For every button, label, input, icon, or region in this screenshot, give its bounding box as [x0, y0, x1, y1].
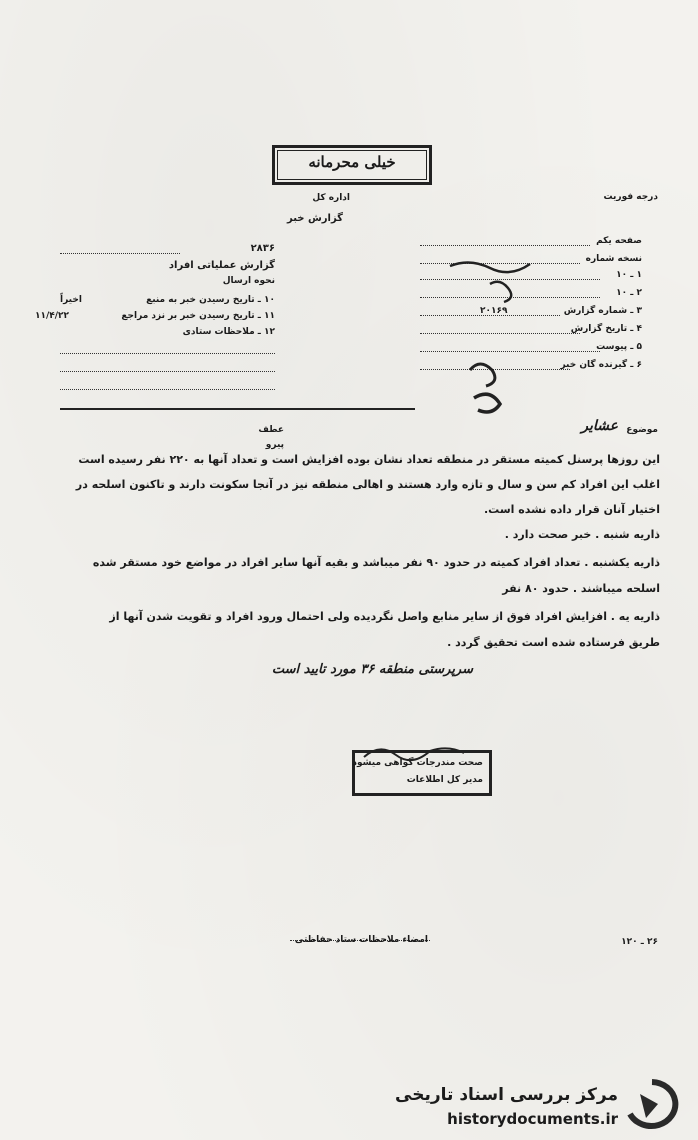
- dotted-line: [60, 371, 275, 372]
- dotted-line: [60, 353, 275, 354]
- right-row: صفحه یکم: [596, 236, 642, 246]
- stamp-line: مدیر کل اطلاعات: [406, 775, 483, 785]
- dotted-line: [60, 389, 275, 390]
- body-line: اسلحه میباشند . حدود ۸۰ نفر: [502, 582, 660, 595]
- right-row: ۶ ـ گیرنده گان خبر: [560, 360, 642, 370]
- left-subject: گزارش عملیاتی افراد: [168, 260, 275, 271]
- subject-value: عشایر: [581, 418, 618, 434]
- row11-value: ۱۱/۴/۲۲: [35, 311, 70, 321]
- side-label: پیرو: [265, 440, 284, 450]
- right-row: ۴ ـ تاریخ گزارش: [570, 324, 642, 334]
- brand-name: مرکز بررسی اسناد تاریخی: [395, 1085, 618, 1105]
- side-label: عطف: [258, 425, 284, 435]
- subject-label: موضوع: [626, 425, 658, 435]
- classification-stamp: [272, 145, 432, 185]
- corner-note: درجه فوریت: [603, 192, 658, 202]
- classification-stamp-text: خیلی محرمانه: [277, 150, 427, 180]
- body-line: طریق فرستاده شده است تحقیق گردد .: [447, 636, 660, 649]
- divider: [60, 408, 415, 410]
- handwritten-note: سرپرستی منطقه ۳۶ مورد تایید است: [271, 662, 473, 677]
- footer-label: امضاء ملاحظات ستاد حفاظتی: [294, 935, 428, 945]
- archive-logo-icon: [622, 1078, 682, 1130]
- body-line: اختیار آنان قرار داده نشده است.: [484, 503, 660, 516]
- brand-url[interactable]: historydocuments.ir: [447, 1110, 618, 1128]
- left-note: نحوه ارسال: [222, 276, 275, 286]
- handwriting-scribble-icon: [430, 258, 550, 418]
- right-row: ۳ ـ شماره گزارش: [563, 306, 642, 316]
- dotted-line: [60, 253, 180, 254]
- report-type: گزارش خبر: [286, 213, 343, 224]
- right-row: ۵ ـ پیوست: [596, 342, 642, 352]
- unit-label: اداره کل: [312, 193, 350, 203]
- dotted-line: [420, 245, 590, 246]
- right-row: ۱ ـ ۱۰: [616, 270, 642, 280]
- body-line: ذاریه شنبه . خبر صحت دارد .: [504, 528, 660, 541]
- body-line: این روزها پرسنل کمیته مستقر در منطقه تعداد نشان بوده افزایش است و تعداد آنها به ۲۲۰ نفر رسیده است: [78, 453, 660, 466]
- stamp-line: صحت مندرجات گواهی میشود: [352, 758, 483, 768]
- signature-scribble-icon: [360, 743, 470, 763]
- row10-value: اخیراً: [60, 295, 82, 305]
- body-line: اغلب این افراد کم سن و سال و تازه وارد هستند و اهالی منطقه نیز در آنجا سکونت دارند و تاکنون اسلحه در: [75, 478, 660, 491]
- body-line: ذاریه یکشنبه . تعداد افراد کمیته در حدود ۹۰ نفر میباشد و بقیه آنها سایر افراد در مواضع خود مستقر شده: [92, 556, 660, 569]
- body-line: ذاریه یه . افزایش افراد فوق از سایر منابع واصل نگردیده ولی احتمال ورود افراد و تقویت شدن آنها از: [109, 610, 660, 623]
- report-number-value: ۲۰۱۶۹: [480, 306, 508, 316]
- right-row: ۲ ـ ۱۰: [616, 288, 642, 298]
- row10-label: ۱۰ ـ تاریخ رسیدن خبر به منبع: [146, 295, 275, 305]
- footer-code: ۲۶ ـ ۱۲۰: [621, 937, 658, 947]
- row12-label: ۱۲ ـ ملاحظات ستادی: [182, 327, 275, 337]
- right-row: نسخه شماره: [585, 254, 642, 264]
- doc-number: ۲۸۳۶: [250, 243, 275, 254]
- row11-label: ۱۱ ـ تاریخ رسیدن خبر بر نزد مراجع: [121, 311, 275, 321]
